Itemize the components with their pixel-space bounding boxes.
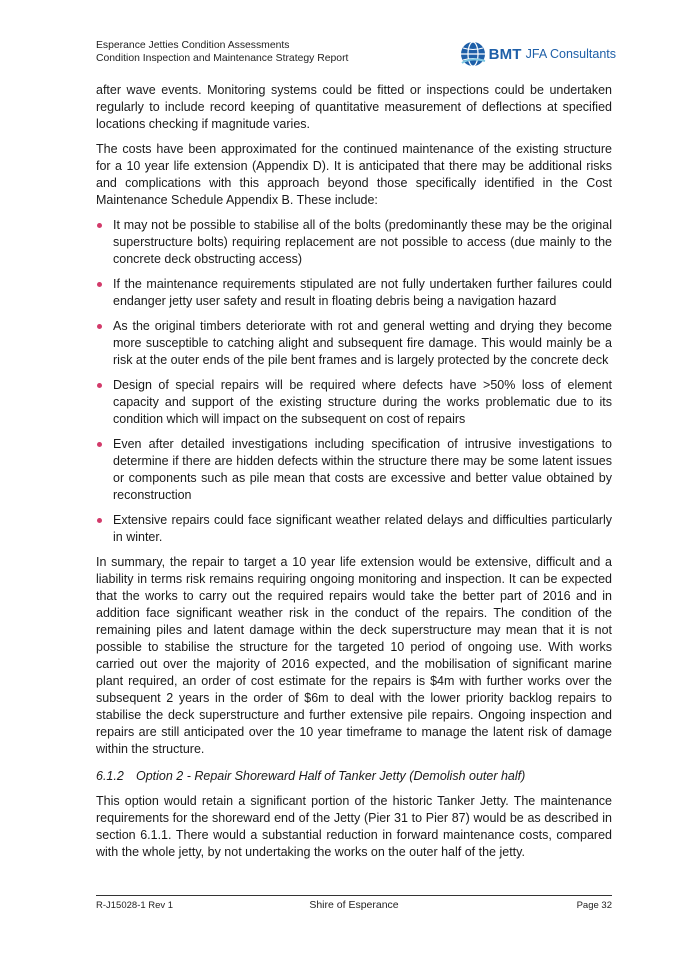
logo-subtitle: JFA Consultants [525, 47, 616, 61]
bullet-icon [97, 324, 102, 329]
bullet-icon [97, 383, 102, 388]
bullet-icon [97, 518, 102, 523]
body-content [96, 82, 612, 869]
page-footer [96, 895, 612, 916]
list-item-text: As the original timbers deteriorate with rot and general wetting and drying they become more susceptible to catching alight and subsequent fire damage. This would mainly be a risk at the outer ends of the pile bent frames and is largely protected by the concrete deck [113, 319, 612, 367]
list-item [96, 436, 612, 504]
header-title-line2: Condition Inspection and Maintenance Strategy Report [96, 53, 349, 64]
section-title: Option 2 - Repair Shoreward Half of Tanker Jetty (Demolish outer half) [136, 769, 526, 783]
list-item [96, 217, 612, 268]
header-title-line1: Esperance Jetties Condition Assessments [96, 40, 290, 51]
paragraph-option-2: This option would retain a significant portion of the historic Tanker Jetty. The maintenance requirements for the shoreward end of the Jetty (Pier 31 to Pier 87) would be as described in section 6.1.1. There would a substantial reduction in forward maintenance costs, compared with the whole jetty, by not undertaking the works on the outer half of the jetty. [96, 794, 612, 859]
list-item-text: If the maintenance requirements stipulated are not fully undertaken further failures could endanger jetty user safety and result in floating debris being a navigation hazard [113, 277, 612, 308]
footer-page-number: Page 32 [576, 900, 612, 911]
section-number: 6.1.2 [96, 769, 124, 783]
page-header [96, 39, 616, 73]
list-item-text: It may not be possible to stabilise all of the bolts (predominantly these may be the original superstructure bolts) requiring replacement are not possible to access (due mainly to the concrete deck obstructing access) [113, 218, 612, 266]
globe-logo-icon [460, 41, 486, 67]
paragraph-summary: In summary, the repair to target a 10 year life extension would be extensive, difficult and a liability in terms risk remains requiring ongoing monitoring and inspection. It can be expected that the works to carry out the required repairs would take the better part of 2016 and in addition face significant weather risk in the conduct of the repairs. The condition of the remaining piles and latent damage within the deck superstructure may mean that it is not possible to stabilise the structure for the targeted 10 period of ongoing use. With works carried out over the majority of 2016 expected, and the mobilisation of significant marine plant required, an order of cost estimate for the repairs is $4m with further works over the subsequent 2 years in the order of $6m to deal with the lower priority backlog repairs to stabilise the deck superstructure and further extensive pile repairs. Ongoing inspection and repairs are still anticipated over the 10 year timeframe to manage the latent risk of damage within the structure. [96, 555, 612, 756]
list-item [96, 276, 612, 310]
section-heading [96, 768, 612, 785]
list-item [96, 318, 612, 369]
risk-bullet-list [96, 217, 612, 546]
list-item-text: Extensive repairs could face significant weather related delays and difficulties particularly in winter. [113, 513, 612, 544]
list-item [96, 512, 612, 546]
paragraph-2: The costs have been approximated for the continued maintenance of the existing structure for a 10 year life extension (Appendix D). It is anticipated that there may be additional risks and complications with this approach beyond those specifically identified in the Cost Maintenance Schedule Appendix B. These include: [96, 142, 612, 207]
logo-brand: BMT [488, 45, 522, 63]
list-item-text: Design of special repairs will be required where defects have >50% loss of element capacity and support of the existing structure during the works problematic due to its condition which will impact on the subsequent on cost of repairs [113, 378, 612, 426]
bullet-icon [97, 282, 102, 287]
company-logo [460, 39, 616, 69]
paragraph-1: after wave events. Monitoring systems could be fitted or inspections could be undertaken regularly to include record keeping of quantitative measurement of deflections at specified locations checking if magnitude varies. [96, 83, 612, 131]
footer-doc-ref: R-J15028-1 Rev 1 [96, 900, 174, 911]
bullet-icon [97, 223, 102, 228]
bullet-icon [97, 442, 102, 447]
list-item-text: Even after detailed investigations including specification of intrusive investigations to determine if there are hidden defects within the structure there may be some latent issues or components such as pile mean that costs are excessive and better value obtained by reconstruction [113, 437, 612, 502]
list-item [96, 377, 612, 428]
footer-client: Shire of Esperance [309, 899, 399, 911]
